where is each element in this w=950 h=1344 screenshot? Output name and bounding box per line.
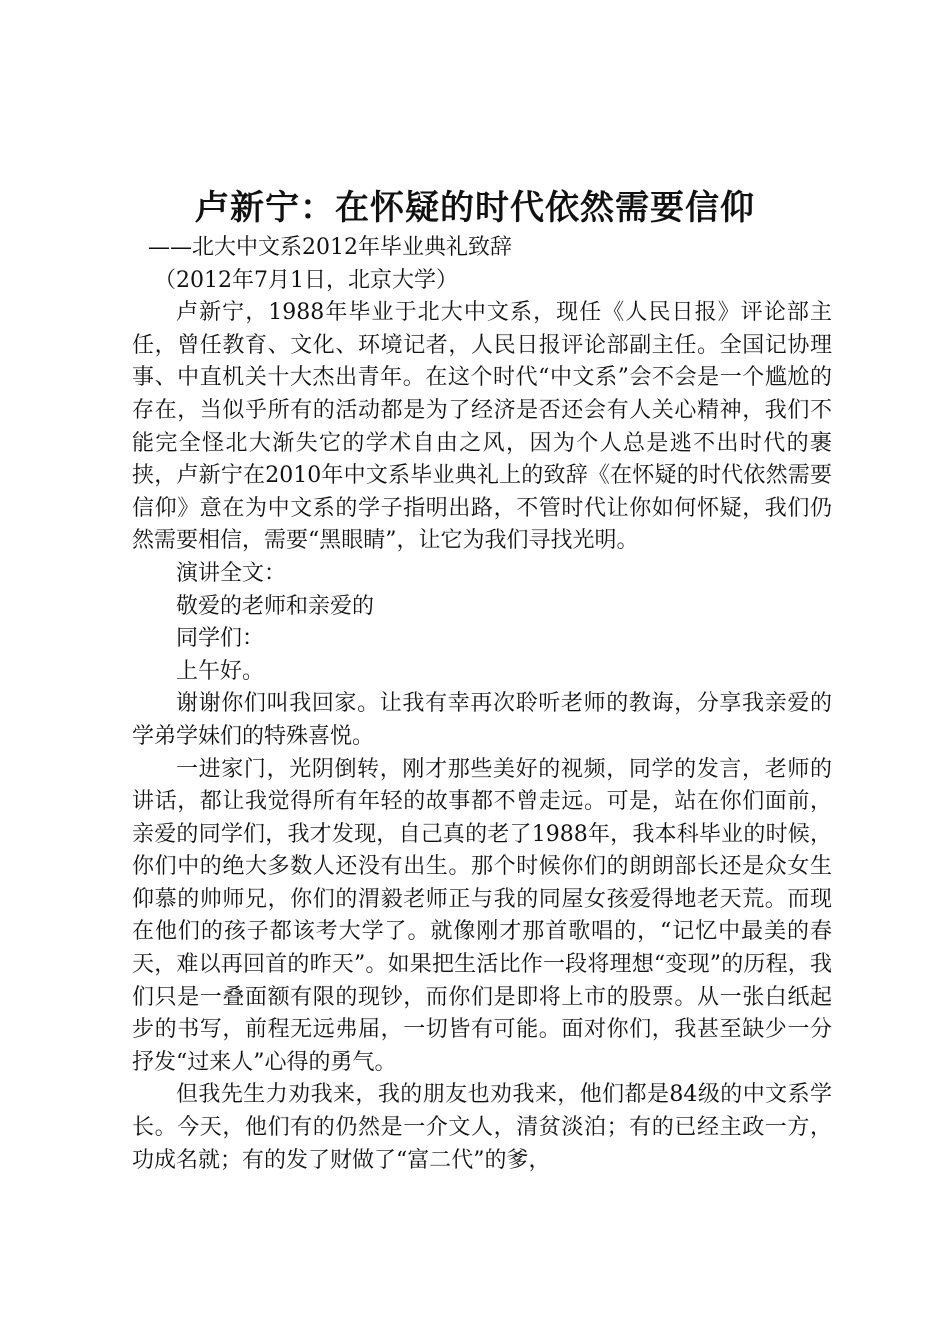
document-body — [132, 232, 832, 1177]
intro-paragraph: 卢新宁，1988年毕业于北大中文系，现任《人民日报》评论部主任，曾任教育、文化、环境记者，人民日报评论部副主任。全国记协理事、中直机关十大杰出青年。在这个时代“中文系”会不会是一个尴尬的存在，当似乎所有的活动都是为了经济是否还会有人关心精神，我们不能完全怪北大渐失它的学术自由之风，因为个人总是逃不出时代的裹挟，卢新宁在2010年中文系毕业典礼上的致辞《在怀疑的时代依然需要信仰》意在为中文系的学子指明出路，不管时代让你如何怀疑，我们仍然需要相信，需要“黑眼睛”，让它为我们寻找光明。 — [132, 300, 832, 554]
greeting: 上午好。 — [176, 658, 265, 684]
body-paragraph: 但我先生力劝我来，我的朋友也劝我来，他们都是84级的中文系学长。今天，他们有的仍然是一介文人，清贫淡泊；有的已经主政一方，功成名就；有的发了财做了“富二代”的爹， — [132, 1082, 832, 1173]
body-paragraph: 一进家门，光阴倒转，刚才那些美好的视频，同学的发言，老师的讲话，都让我觉得所有年轻的故事都不曾走远。可是，站在你们面前，亲爱的同学们，我才发现，自己真的老了1988年，我本科毕业的时候，你们中的绝大多数人还没有出生。那个时候你们的朗朗部长还是众女生仰慕的帅师兄，你们的渭毅老师正与我的同屋女孩爱得地老天荒。而现在他们的孩子都该考大学了。就像刚才那首歌唱的，“记忆中最美的春天，难以再回首的昨天”。如果把生活比作一段将理想“变现”的历程，我们只是一叠面额有限的现钞，而你们是即将上市的股票。从一张白纸起步的书写，前程无远弗届，一切皆有可能。面对你们，我甚至缺少一分抒发“过来人”心得的勇气。 — [132, 756, 832, 1075]
document-title: 卢新宁：在怀疑的时代依然需要信仰 — [195, 188, 755, 228]
body-paragraph: 谢谢你们叫我回家。让我有幸再次聆听老师的教诲，分享我亲爱的学弟学妹们的特殊喜悦。 — [132, 691, 832, 749]
date-line: （2012年7月1日，北京大学） — [154, 267, 458, 293]
speech-heading: 演讲全文： — [176, 560, 287, 586]
salutation-line-1: 敬爱的老师和亲爱的 — [176, 593, 375, 619]
subtitle: ——北大中文系2012年毕业典礼致辞 — [148, 235, 512, 260]
salutation-line-2: 同学们： — [176, 626, 265, 652]
